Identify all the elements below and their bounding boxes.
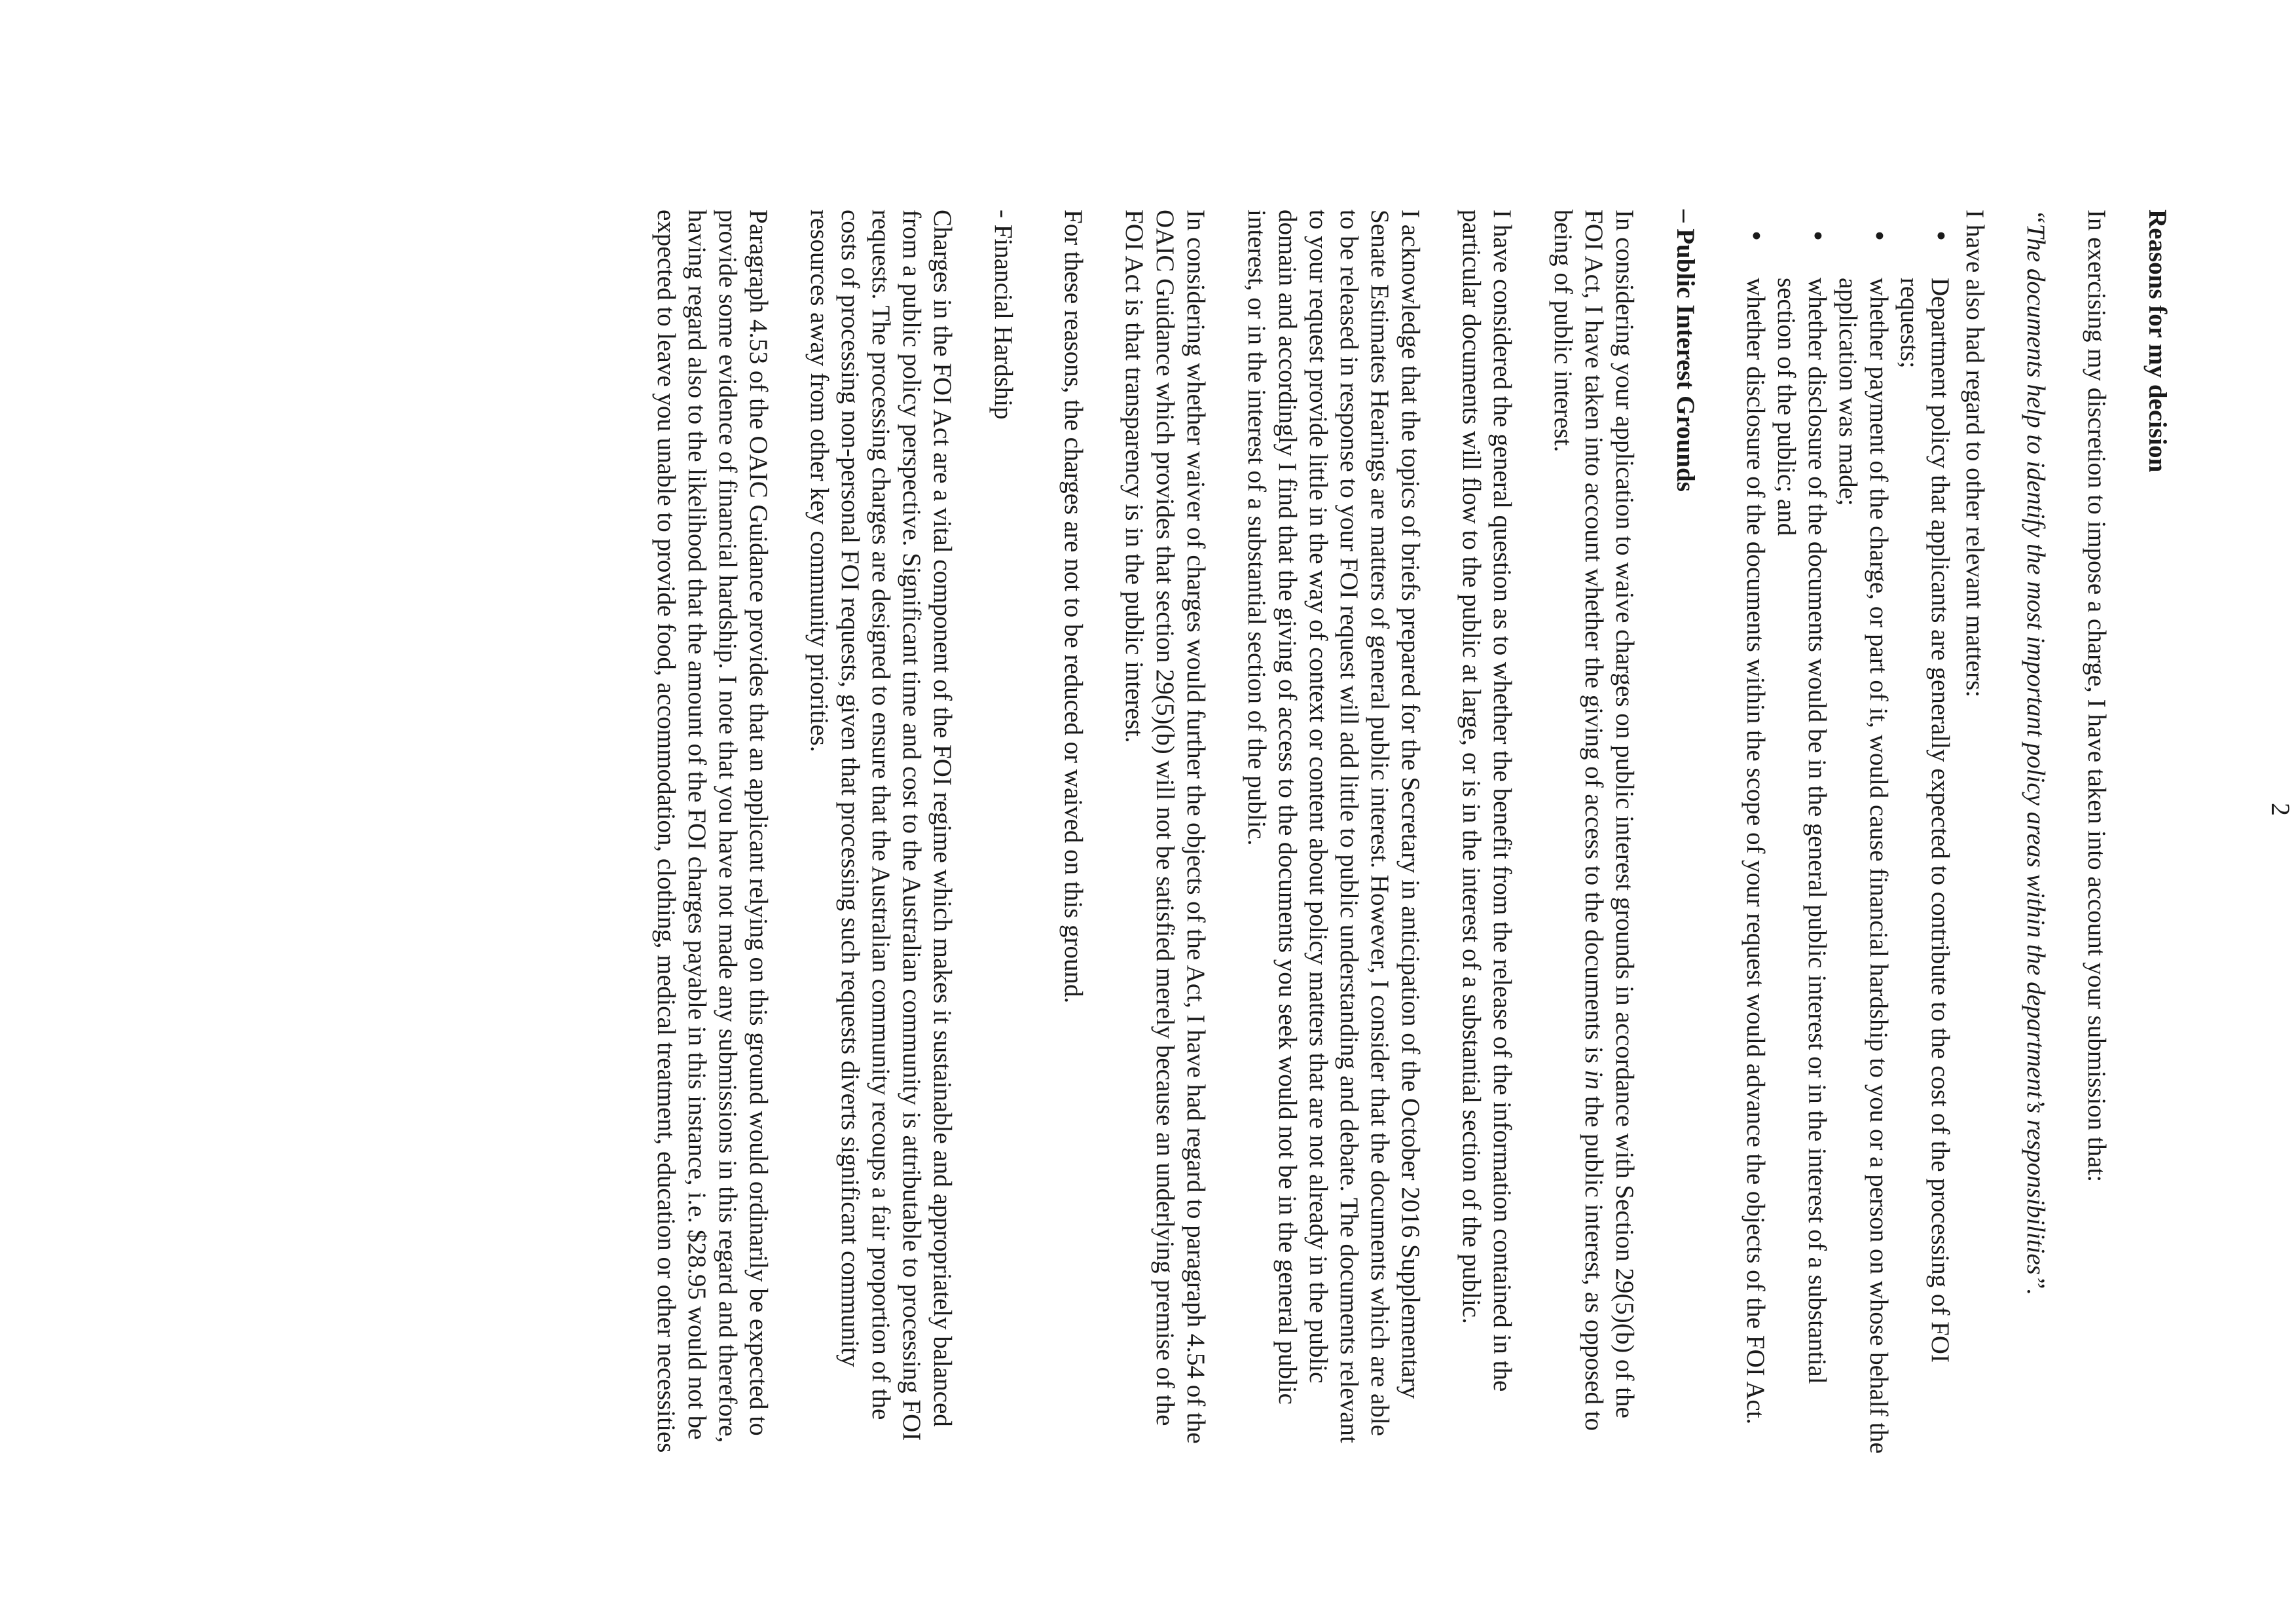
public-interest-para-4: In considering whether waiver of charges would further the objects of the Act, I have had regard to paragraph 4.54 of the OAIC Guidance which provides that section 29(5)(b) will not be satisfied merely because an underlying premise of the FOI Act is that transparency is in the public interest. — [1120, 210, 1210, 1444]
public-interest-heading: – Public Interest Grounds — [1671, 210, 1700, 492]
list-item: • whether payment of the charge, or part of it, would cause financial hardship to you or a person on whose behalf the application was made; — [1832, 278, 1894, 1454]
list-item: • whether disclosure of the documents within the scope of your request would advance the objects of the FOI Act. — [1740, 278, 1771, 1454]
submission-quote: “The documents help to identify the most important policy areas within the department’s responsibilities”. — [2022, 210, 2050, 1296]
emphasis-in: in — [1580, 1069, 1608, 1090]
public-interest-para-3: I acknowledge that the topics of briefs prepared for the Secretary in anticipation of the October 2016 Supplementary Senate Estimates Hearings are matters of general public interest. However, I consider that the documents which are able to be released in response to your FOI request will add little to public understanding and debate. The documents relevant to your request provide little in the way of context or content about policy matters that are not already in the public domain and accordingly I find that the giving of access to the documents you seek would not be in the general public interest, or in the interest of a substantial section of the public. — [1243, 210, 1425, 1443]
financial-hardship-para-1: Charges in the FOI Act are a vital component of the FOI regime which makes it sustainable and appropriately balanced from a public policy perspective. Significant time and cost to the Australian community is attributable to processing FOI requests. The processing charges are designed to ensure that the Australian community recoups a fair proportion of the costs of processing non-personal FOI requests, given that processing such requests diverts significant community resources away from other key community priorities. — [805, 210, 957, 1441]
public-interest-para-5: For these reasons, the charges are not to be reduced or waived on this ground. — [1059, 210, 1087, 1004]
para-text: the public interest, as opposed to being of public interest. — [1549, 210, 1608, 1431]
intro-paragraph: In exercising my discretion to impose a charge, I have taken into account your submission that: — [2083, 210, 2111, 1183]
other-matters-intro: I have also had regard to other relevant matters: — [1961, 210, 1989, 698]
para-text: In considering your application to waive charges on public interest grounds in accordance with Section 29(5)(b) of the FOI Act, I have taken into account whether the giving of access to the documents is — [1580, 210, 1639, 1418]
public-interest-para-2: I have considered the general question as to whether the benefit from the release of the information contained in the particular documents will flow to the public at large, or is in the interest of a substantial section of the public. — [1457, 210, 1516, 1392]
page-body — [651, 210, 2173, 1454]
list-item: • whether disclosure of the documents would be in the general public interest or in the interest of a substantial section of the public; and — [1771, 278, 1832, 1454]
reasons-heading: Reasons for my decision — [2143, 210, 2172, 473]
list-item: • Department policy that applicants are generally expected to contribute to the cost of the processing of FOI requests; — [1894, 278, 1956, 1454]
public-interest-para-1 — [1548, 210, 1640, 1454]
financial-hardship-para-2: Paragraph 4.53 of the OAIC Guidance provides that an applicant relying on this ground would ordinarily be expected to provide some evidence of financial hardship. I note that you have not made any submissions in this regard and therefore, having regard also to the likelihood that the amount of the FOI charges payable in this instance, i.e. $28.95 would not be expected to leave you unable to provide food, accommodation, clothing, medical treatment, education or other necessities — [652, 210, 773, 1453]
other-matters-list — [1740, 210, 1956, 1454]
financial-hardship-heading: - Financial Hardship — [989, 210, 1017, 420]
page-number: 2 — [2266, 803, 2295, 816]
